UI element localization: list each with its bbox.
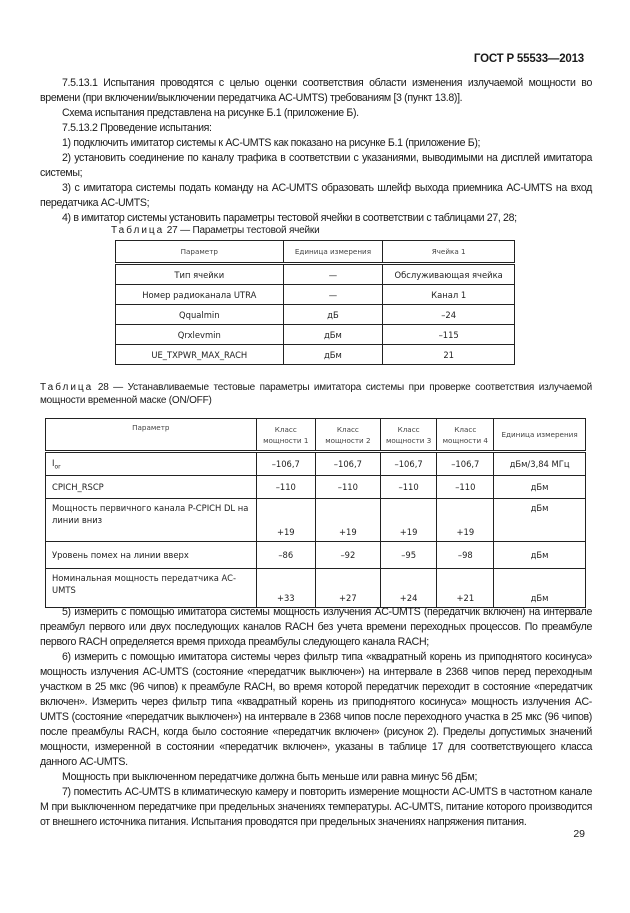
paragraph: 7.5.13.2 Проведение испытания: [62, 122, 212, 134]
table-cell: +19 [380, 499, 437, 542]
table-cell: +19 [315, 499, 380, 542]
table-cell: дБм/3,84 МГц [494, 452, 586, 476]
table-cell: дБм [283, 345, 383, 365]
list-item: 5) измерить с помощью имитатора системы мощность излучения AC-UMTS (передатчик включен) на интервале преамбул первого или двух последующих каналов RACH без учета времени переходных процессов. По преамбуле первого RACH определяется время прихода преамбулы следующего канала RACH; [40, 606, 592, 648]
table-cell: Мощность первичного канала P-CPICH DL на линии вниз [46, 499, 257, 542]
list-item: 3) с имитатора системы подать команду на AC-UMTS образовать шлейф выхода приемника AC-UMTS на вход передатчика AC-UMTS; [40, 182, 592, 209]
list-item: 1) подключить имитатор системы к AC-UMTS как показано на рисунке Б.1 (приложение Б); [62, 137, 481, 149]
table-header-row [46, 419, 586, 452]
list-item: 4) в имитатор системы установить параметры тестовой ячейки в соответствии с таблицами 27, 28; [62, 212, 517, 224]
table-cell: –24 [383, 305, 515, 325]
table-cell: +27 [315, 569, 380, 608]
paragraph: 7.5.13.1 Испытания проводятся с целью оценки соответствия области изменения излучаемой мощности во времени (при включении/выключении передатчика AC-UMTS) требованиям [3 (пункт 13.8)]. [40, 77, 592, 104]
table-cell: –86 [256, 542, 315, 569]
table-caption-text: 27 — Параметры тестовой ячейки [164, 225, 320, 236]
table27 [115, 240, 515, 365]
table-cell: 21 [383, 345, 515, 365]
list-item: 7) поместить AC-UMTS в климатическую камеру и повторить измерение мощности AC-UMTS в частотном канале М при выключенном передатчике при предельных значениях температуры. AC-UMTS, питание которого производится от внешнего источника питания. Испытания проводятся при предельных значениях напряжения питания. [40, 786, 592, 828]
table28-caption [40, 381, 592, 407]
table-cell: –92 [315, 542, 380, 569]
table-cell: Номинальная мощность передатчика AC-UMTS [46, 569, 257, 608]
table-cell: Обслуживающая ячейка [383, 264, 515, 285]
document-header: ГОСТ Р 55533—2013 [473, 53, 584, 65]
table-row [116, 305, 515, 325]
table-row [46, 542, 586, 569]
table-cell: –110 [380, 476, 437, 499]
table-row [116, 285, 515, 305]
column-header: Параметр [46, 419, 257, 452]
table-cell: Уровень помех на линии вверх [46, 542, 257, 569]
table-cell [46, 452, 257, 476]
table-row [46, 476, 586, 499]
table28 [45, 418, 586, 608]
column-header: Ячейка 1 [383, 241, 515, 264]
table-header-row [116, 241, 515, 264]
table-cell: +21 [437, 569, 494, 608]
table-cell: –106,7 [315, 452, 380, 476]
table-cell: Qqualmin [116, 305, 284, 325]
table-cell: — [283, 285, 383, 305]
table-cell: — [283, 264, 383, 285]
list-item: 2) установить соединение по каналу трафика в соответствии с указаниями, выводимыми на дисплей имитатора системы; [40, 152, 592, 179]
table-cell: Qrxlevmin [116, 325, 284, 345]
table-row [116, 345, 515, 365]
table-cell: дБм [494, 499, 586, 542]
table-cell: дБм [283, 325, 383, 345]
table-cell: +19 [437, 499, 494, 542]
column-header: Класс мощности 2 [315, 419, 380, 452]
table-cell: дБм [494, 542, 586, 569]
column-header: Единица измерения [494, 419, 586, 452]
table27-caption [111, 224, 319, 237]
table-caption-label: Таблица [40, 382, 94, 393]
paragraph: Схема испытания представлена на рисунке Б.1 (приложение Б). [62, 107, 359, 119]
table-cell: –106,7 [437, 452, 494, 476]
table-row [46, 452, 586, 476]
table-row [46, 569, 586, 608]
table-cell: +33 [256, 569, 315, 608]
table-cell: дБм [494, 476, 586, 499]
table-cell: –106,7 [256, 452, 315, 476]
paragraph: Мощность при выключенном передатчике должна быть меньше или равна минус 56 дБм; [62, 771, 478, 783]
column-header: Параметр [116, 241, 284, 264]
page-number: 29 [573, 828, 585, 840]
table-cell: –98 [437, 542, 494, 569]
table-cell: –106,7 [380, 452, 437, 476]
table-cell: Номер радиоканала UTRA [116, 285, 284, 305]
intro-text [40, 76, 592, 226]
column-header: Класс мощности 4 [437, 419, 494, 452]
table-cell: –115 [383, 325, 515, 345]
table-cell: –95 [380, 542, 437, 569]
table-cell: –110 [315, 476, 380, 499]
table-cell: UE_TXPWR_MAX_RACH [116, 345, 284, 365]
table-cell: Тип ячейки [116, 264, 284, 285]
column-header: Класс мощности 3 [380, 419, 437, 452]
table-caption-label: Таблица [111, 225, 165, 236]
outro-text [40, 605, 592, 830]
table-cell: дБм [494, 569, 586, 608]
table-row [46, 499, 586, 542]
param-symbol: I [52, 457, 55, 468]
table-cell: –110 [437, 476, 494, 499]
table-row [116, 264, 515, 285]
table-cell: +24 [380, 569, 437, 608]
table-cell: –110 [256, 476, 315, 499]
table-caption-text: 28 — Устанавливаемые тестовые параметры имитатора системы при проверке соответствия излучаемой мощности временной маске (ON/OFF) [40, 382, 592, 406]
table-cell: +19 [256, 499, 315, 542]
table-row [116, 325, 515, 345]
param-subscript: or [54, 463, 61, 471]
table-cell: Канал 1 [383, 285, 515, 305]
table-cell: CPICH_RSCP [46, 476, 257, 499]
column-header: Единица измерения [283, 241, 383, 264]
table-cell: дБ [283, 305, 383, 325]
list-item: 6) измерить с помощью имитатора системы через фильтр типа «квадратный корень из приподнятого косинуса» мощность излучения AC-UMTS (состояние «передатчик выключен») на интервале в 2368 чипов перед переходным участком в 25 мкс (96 чипов) к преамбуле RACH, во время которой передатчик переходит в состояние «передатчик включен». Измерить через фильтр типа «квадратный корень из приподнятого косинуса» мощность излучения AC-UMTS (состояние «передатчик выключен») на интервале в 2368 чипов после переходного участка в 25 мкс (96 чипов) после преамбулы RACH, когда было состояние «передатчик включен» (рисунок 2). Пределы допустимых значений мощности, измеренной в состоянии «передатчик включен», указаны в таблице 17 для соответствующего класса данного AC-UMTS. [40, 651, 592, 768]
column-header: Класс мощности 1 [256, 419, 315, 452]
